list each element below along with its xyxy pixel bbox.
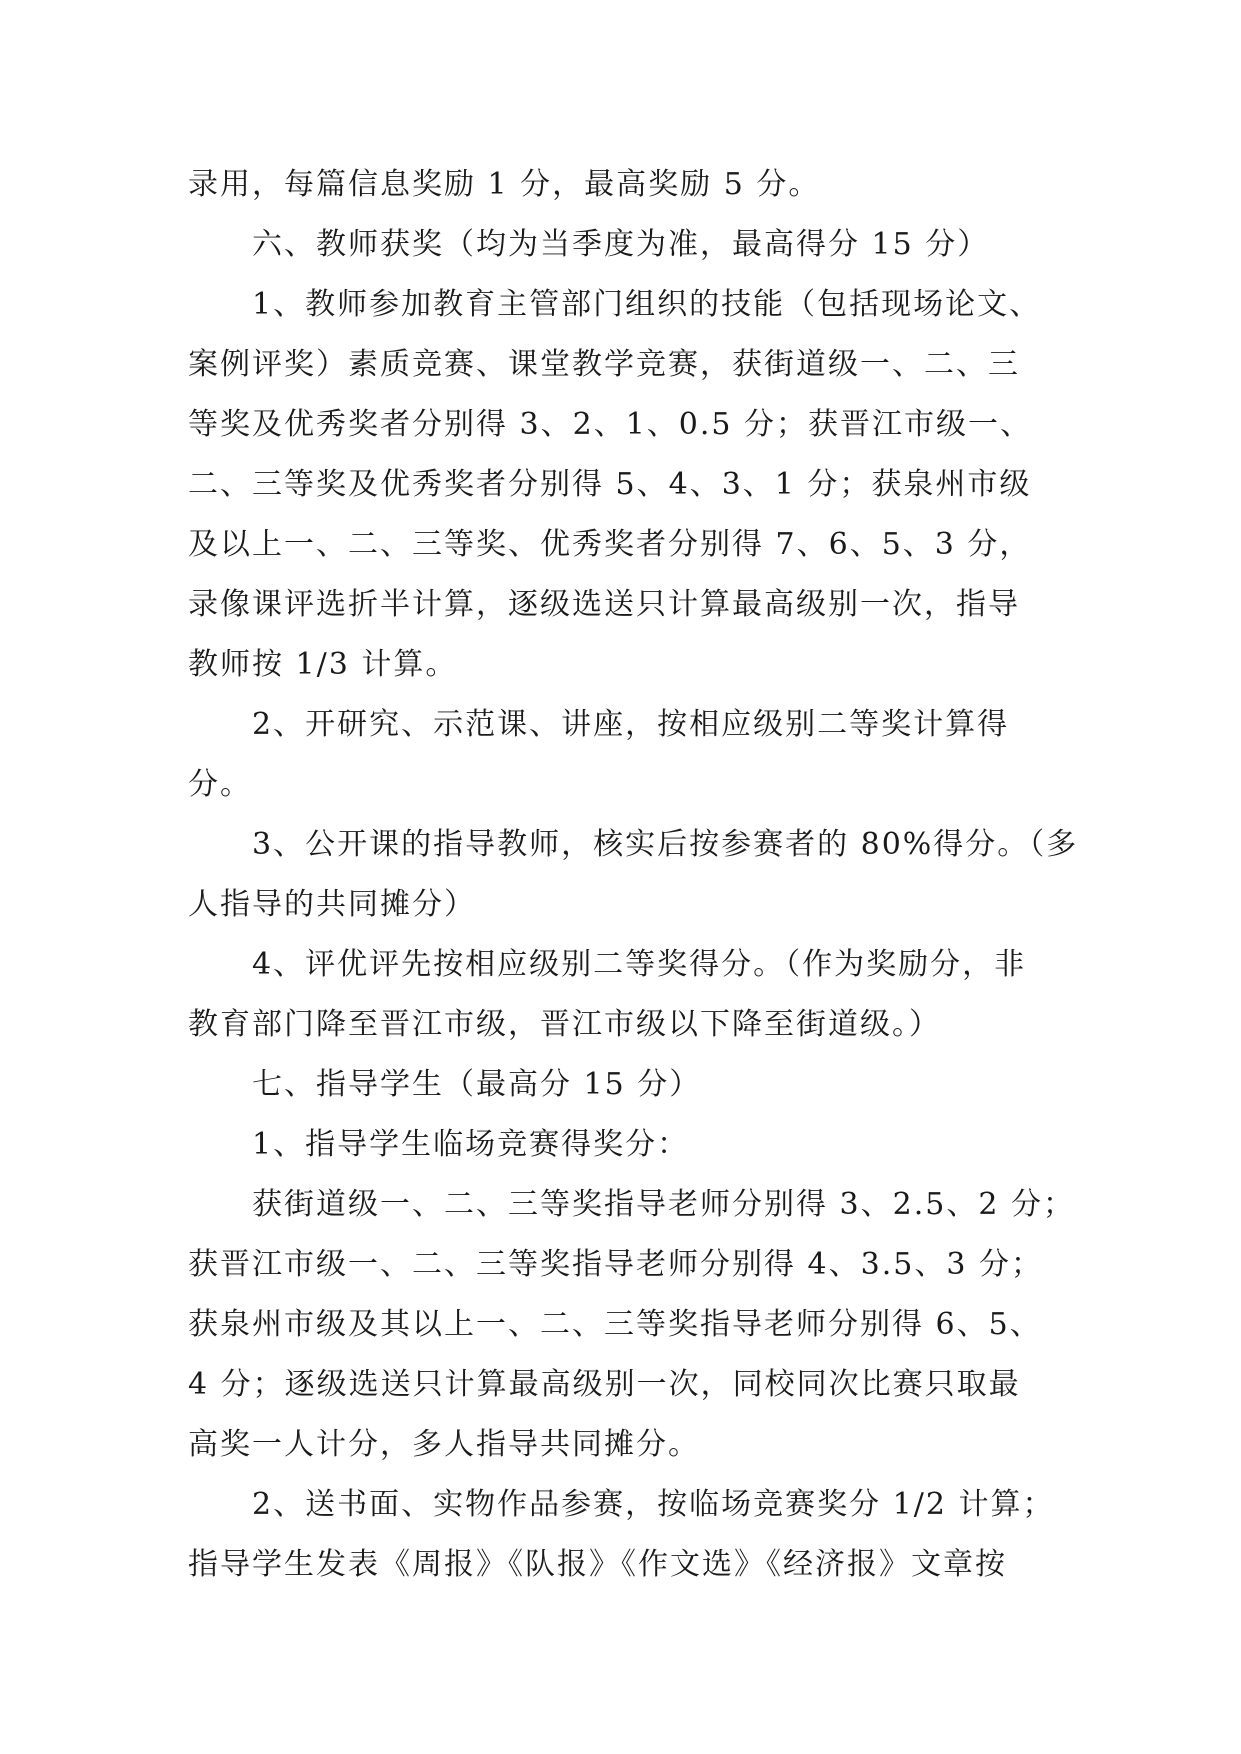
section-heading-seven: 七、指导学生（最高分 15 分） <box>252 1067 702 1102</box>
text-line: 录用，每篇信息奖励 1 分，最高奖励 5 分。 <box>188 167 821 202</box>
text-line: 4、评优评先按相应级别二等奖得分。（作为奖励分，非 <box>252 947 1027 982</box>
section-heading-six: 六、教师获奖（均为当季度为准，最高得分 15 分） <box>252 227 990 262</box>
text-line: 指导学生发表《周报》《队报》《作文选》《经济报》文章按 <box>188 1547 1007 1582</box>
text-line: 教师按 1/3 计算。 <box>188 647 458 682</box>
text-line: 案例评奖）素质竞赛、课堂教学竞赛，获街道级一、二、三 <box>188 347 1020 382</box>
text-line: 高奖一人计分，多人指导共同摊分。 <box>188 1427 700 1462</box>
text-line: 二、三等奖及优秀奖者分别得 5、4、3、1 分；获泉州市级 <box>188 467 1032 502</box>
text-line: 获晋江市级一、二、三等奖指导老师分别得 4、3.5、3 分； <box>188 1247 1043 1282</box>
text-line: 4 分；逐级选送只计算最高级别一次，同校同次比赛只取最 <box>188 1367 1021 1402</box>
text-line: 1、指导学生临场竞赛得奖分： <box>252 1127 690 1162</box>
text-line: 及以上一、二、三等奖、优秀奖者分别得 7、6、5、3 分， <box>188 527 1032 562</box>
document-body <box>188 155 1079 1595</box>
text-line: 教育部门降至晋江市级，晋江市级以下降至街道级。） <box>188 1007 941 1042</box>
text-line: 获泉州市级及其以上一、二、三等奖指导老师分别得 6、5、 <box>188 1307 1042 1342</box>
text-line: 等奖及优秀奖者分别得 3、2、1、0.5 分；获晋江市级一、 <box>188 407 1033 442</box>
text-line: 3、公开课的指导教师，核实后按参赛者的 80%得分。（多 <box>252 827 1079 862</box>
text-line: 2、送书面、实物作品参赛，按临场竞赛奖分 1/2 计算； <box>252 1487 1055 1522</box>
text-line: 人指导的共同摊分） <box>188 887 476 922</box>
text-line: 2、开研究、示范课、讲座，按相应级别二等奖计算得 <box>252 707 1010 742</box>
text-line: 1、教师参加教育主管部门组织的技能（包括现场论文、 <box>252 287 1042 322</box>
text-line: 获街道级一、二、三等奖指导老师分别得 3、2.5、2 分； <box>252 1187 1075 1222</box>
text-line: 分。 <box>188 767 252 802</box>
text-line: 录像课评选折半计算，逐级选送只计算最高级别一次，指导 <box>188 587 1020 622</box>
